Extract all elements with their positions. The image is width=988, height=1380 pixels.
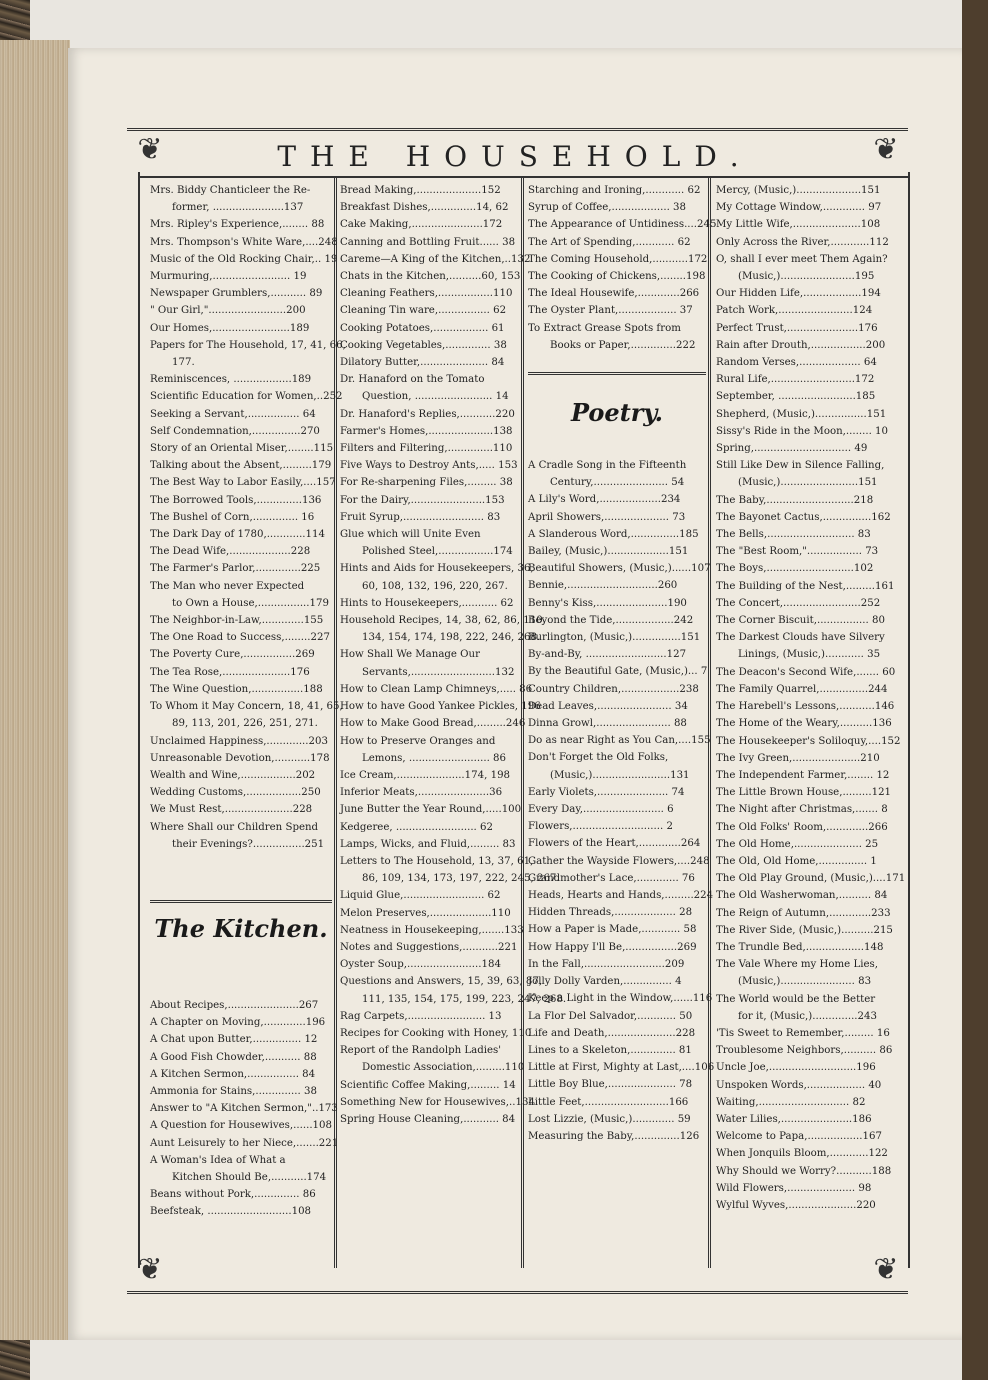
index-entry: The Trundle Bed,..................148 — [716, 941, 884, 953]
column-divider — [708, 178, 711, 1268]
index-entry: The Housekeeper's Soliloquy,....152 — [716, 735, 901, 747]
index-entry: Where Shall our Children Spend — [150, 821, 319, 833]
poetry-entries — [528, 457, 715, 1145]
index-entry: Bailey, (Music,)...................151 — [528, 546, 689, 558]
index-entry: Cake Making,......................172 — [340, 219, 503, 231]
index-entry: Letters to The Household, 13, 37, 61, — [340, 855, 534, 867]
index-column-household — [150, 182, 346, 853]
index-entry: Do as near Right as You Can,....155 — [528, 735, 711, 747]
index-entry: Waiting,............................ 82 — [716, 1096, 866, 1108]
index-entry: A Lily's Word,...................234 — [528, 494, 681, 506]
index-entry: Unclaimed Happiness,.............203 — [150, 735, 328, 747]
index-entry: The Old Washerwoman,.......... 84 — [716, 890, 888, 902]
index-entry: The Harebell's Lessons,...........146 — [716, 701, 895, 713]
index-entry: Seeking a Servant,................ 64 — [150, 408, 316, 420]
index-entry: The Baby,...........................218 — [716, 494, 874, 506]
index-entry: 60, 108, 132, 196, 220, 267. — [362, 580, 508, 592]
index-entry: Measuring the Baby,..............126 — [528, 1130, 700, 1142]
index-entry: The "Best Room,"................. 73 — [716, 546, 879, 558]
index-entry: Question, ........................ 14 — [362, 391, 509, 403]
index-entry: former, ......................137 — [172, 202, 304, 214]
index-entry: Cleaning Tin ware,................ 62 — [340, 305, 507, 317]
index-entry: Beans without Pork,.............. 86 — [150, 1189, 316, 1201]
index-entry: Reminiscences, ..................189 — [150, 374, 312, 386]
index-entry: (Music,)....................... 83 — [738, 976, 872, 988]
index-entry: Inferior Meats,......................36 — [340, 787, 503, 799]
index-entry: The Family Quarrel,...............244 — [716, 683, 888, 695]
index-entry: The Night after Christmas,....... 8 — [716, 804, 888, 816]
index-entry: To Whom it May Concern, 18, 41, 65, — [150, 701, 343, 713]
index-entry: Cleaning Feathers,.................110 — [340, 288, 513, 300]
index-entry: How to Make Good Bread,.........246 — [340, 718, 526, 730]
index-entry: By the Beautiful Gate, (Music,)... 7 — [528, 666, 708, 678]
index-entry: Neatness in Housekeeping,.......133 — [340, 924, 524, 936]
index-entry: The Dark Day of 1780,............114 — [150, 529, 325, 541]
index-entry: The Poverty Cure,................269 — [150, 649, 315, 661]
index-entry: The Dead Wife,...................228 — [150, 546, 311, 558]
index-entry: Bennie,............................260 — [528, 580, 678, 592]
index-entry: September, ........................185 — [716, 391, 876, 403]
index-entry: Every Day,......................... 6 — [528, 804, 674, 816]
index-entry: Syrup of Coffee,.................. 38 — [528, 202, 687, 214]
index-entry: La Flor Del Salvador,............ 50 — [528, 1010, 693, 1022]
index-entry: Kitchen Should Be,...........174 — [172, 1172, 327, 1184]
index-entry: Country Children,..................238 — [528, 683, 699, 695]
index-entry: Dr. Hanaford's Replies,...........220 — [340, 408, 515, 420]
index-entry: their Evenings?................251 — [172, 838, 325, 850]
index-entry: Perfect Trust,......................176 — [716, 322, 878, 334]
index-entry: The Darkest Clouds have Silvery — [716, 632, 885, 644]
index-column-household-continued — [528, 182, 717, 354]
index-entry: Gather the Wayside Flowers,....248 — [528, 855, 710, 867]
index-entry: Talking about the Absent,.........179 — [150, 460, 332, 472]
index-column-poetry — [528, 366, 715, 1145]
index-entry: Unspoken Words,.................. 40 — [716, 1079, 882, 1091]
index-entry: Patch Work,.......................124 — [716, 305, 873, 317]
index-entry: Rag Carpets,........................ 13 — [340, 1010, 502, 1022]
index-entry: Dinna Growl,....................... 88 — [528, 718, 687, 730]
index-entry: Troublesome Neighbors,.......... 86 — [716, 1045, 893, 1057]
index-entry: My Cottage Window,............. 97 — [716, 202, 882, 214]
index-entry: The Boys,...........................102 — [716, 563, 874, 575]
index-entry: Still Like Dew in Silence Falling, — [716, 460, 885, 472]
index-entry: Don't Forget the Old Folks, — [528, 752, 669, 764]
index-column-kitchen — [150, 894, 339, 1221]
index-entry: Newspaper Grumblers,........... 89 — [150, 288, 323, 300]
section-divider — [528, 372, 706, 375]
index-entry: Little Feet,..........................166 — [528, 1096, 689, 1108]
index-entry: Books or Paper,..............222 — [550, 339, 696, 351]
index-entry: The Deacon's Second Wife,....... 60 — [716, 666, 896, 678]
index-entry: Dilatory Butter,..................... 84 — [340, 357, 505, 369]
index-entry: The Old Folks' Room,.............266 — [716, 821, 888, 833]
index-entry: The Building of the Nest,.........161 — [716, 580, 895, 592]
index-entry: Lost Lizzie, (Music,)............. 59 — [528, 1113, 691, 1125]
index-entry: Questions and Answers, 15, 39, 63, 87, — [340, 976, 543, 988]
index-entry: The Bayonet Cactus,...............162 — [716, 511, 891, 523]
index-entry: 89, 113, 201, 226, 251, 271. — [172, 718, 318, 730]
index-entry: Chats in the Kitchen,..........60, 153 — [340, 271, 521, 283]
section-divider — [150, 900, 332, 903]
index-entry: Five Ways to Destroy Ants,..... 153 — [340, 460, 518, 472]
index-entry: How to Preserve Oranges and — [340, 735, 496, 747]
index-entry: Scientific Coffee Making,......... 14 — [340, 1079, 516, 1091]
index-entry: Flowers of the Heart,.............264 — [528, 838, 701, 850]
index-entry: Early Violets,...................... 74 — [528, 786, 685, 798]
index-entry: The Oyster Plant,.................. 37 — [528, 305, 693, 317]
index-entry: Scientific Education for Women,..252 — [150, 391, 343, 403]
index-entry: Lemons, ......................... 86 — [362, 752, 507, 764]
index-entry: Liquid Glue,......................... 62 — [340, 890, 501, 902]
index-entry: Rural Life,..........................172 — [716, 374, 875, 386]
index-entry: How Shall We Manage Our — [340, 649, 480, 661]
index-entry: Mrs. Ripley's Experience,........ 88 — [150, 219, 325, 231]
index-entry: Dr. Hanaford on the Tomato — [340, 374, 485, 386]
index-entry: The Man who never Expected — [150, 580, 305, 592]
index-entry: How to have Good Yankee Pickles, 196 — [340, 701, 541, 713]
index-entry: Starching and Ironing,............ 62 — [528, 185, 701, 196]
index-entry: The Ideal Housewife,.............266 — [528, 288, 700, 300]
index-entry: The Bushel of Corn,.............. 16 — [150, 511, 315, 523]
index-entry: Breakfast Dishes,..............14, 62 — [340, 202, 509, 214]
index-entry: Hints to Housekeepers,........... 62 — [340, 597, 514, 609]
index-entry: Melon Preserves,...................110 — [340, 907, 511, 919]
index-entry: O, shall I ever meet Them Again? — [716, 253, 888, 265]
index-entry: The Wine Question,................188 — [150, 683, 323, 695]
index-entry: Ice Cream,.....................174, 198 — [340, 769, 511, 781]
index-entry: The Ivy Green,.....................210 — [716, 752, 880, 764]
index-entry: Papers for The Household, 17, 41, 66, — [150, 339, 346, 351]
index-entry: Mrs. Thompson's White Ware,....248 — [150, 236, 338, 248]
index-entry: Canning and Bottling Fruit...... 38 — [340, 236, 516, 248]
index-entry: Hints and Aids for Housekeepers, 36, — [340, 563, 534, 575]
index-entry: Wylful Wyves,.....................220 — [716, 1199, 876, 1211]
index-entry: Answer to "A Kitchen Sermon,"..173 — [150, 1103, 338, 1115]
index-entry: 177. — [172, 357, 195, 369]
index-entry: About Recipes,......................267 — [150, 1000, 319, 1011]
index-entry: A Cradle Song in the Fifteenth — [528, 460, 687, 471]
index-entry: Servants,..........................132 — [362, 666, 515, 678]
index-entry: Mrs. Biddy Chanticleer the Re- — [150, 185, 311, 196]
index-entry: The Corner Biscuit,................ 80 — [716, 615, 885, 627]
index-entry: A Good Fish Chowder,........... 88 — [150, 1051, 317, 1063]
index-entry: The Home of the Weary,..........136 — [716, 718, 892, 730]
index-entry: Filters and Filtering,..............110 — [340, 443, 513, 455]
index-entry: Wealth and Wine,.................202 — [150, 769, 316, 781]
index-entry: The Old, Old Home,............... 1 — [716, 855, 877, 867]
index-entry: Spring,.............................. 49 — [716, 443, 868, 455]
index-entry: Random Verses,................... 64 — [716, 357, 877, 369]
index-entry: Recipes for Cooking with Honey, 110 — [340, 1027, 532, 1039]
index-entry: Keep a Light in the Window,......116 — [528, 993, 713, 1005]
index-entry: April Showers,.................... 73 — [528, 511, 686, 523]
index-entry: How to Clean Lamp Chimneys,..... 86 — [340, 683, 533, 695]
corner-ornament-icon: ❦ — [873, 132, 899, 167]
index-entry: Story of an Oriental Miser,........115 — [150, 443, 334, 455]
index-entry: The One Road to Success,........227 — [150, 632, 330, 644]
index-entry: Murmuring,........................ 19 — [150, 271, 307, 283]
index-entry: To Extract Grease Spots from — [528, 322, 681, 334]
index-entry: Fruit Syrup,......................... 83 — [340, 511, 501, 523]
index-entry: (Music,)........................131 — [550, 769, 690, 781]
index-entry: Linings, (Music,)............ 35 — [738, 649, 881, 661]
index-entry: Beyond the Tide,..................242 — [528, 614, 694, 626]
index-entry: A Kitchen Sermon,................ 84 — [150, 1068, 316, 1080]
index-entry: Aunt Leisurely to her Niece,.......221 — [150, 1137, 339, 1149]
index-entry: The Independent Farmer,........ 12 — [716, 769, 890, 781]
index-entry: The Concert,........................252 — [716, 597, 881, 609]
section-heading-kitchen: The Kitchen. — [154, 914, 328, 943]
index-entry: Only Across the River,............112 — [716, 236, 889, 248]
index-entry: Heads, Hearts and Hands,.........224 — [528, 890, 714, 902]
index-entry: My Little Wife,.....................108 — [716, 219, 881, 231]
index-entry: Polished Steel,.................174 — [362, 546, 513, 558]
index-entry: Something New for Housewives,..134 — [340, 1096, 535, 1108]
index-entry: Cooking Vegetables,.............. 38 — [340, 339, 507, 351]
index-entry: Lamps, Wicks, and Fluid,......... 83 — [340, 838, 516, 850]
corner-ornament-icon: ❦ — [137, 132, 163, 167]
index-entry: Little at First, Mighty at Last,....106 — [528, 1062, 715, 1074]
index-entry: Music of the Old Rocking Chair,.. 19 — [150, 253, 338, 265]
index-entry: Bread Making,....................152 — [340, 185, 501, 196]
index-entry: Dead Leaves,....................... 34 — [528, 700, 688, 712]
index-entry: Lines to a Skeleton,.............. 81 — [528, 1044, 692, 1056]
book-spine-right — [962, 0, 988, 1380]
index-entry: Kedgeree, ......................... 62 — [340, 821, 494, 833]
section-heading-poetry: Poetry. — [571, 398, 663, 427]
index-entry: Why Should we Worry?...........188 — [716, 1165, 892, 1177]
index-entry: A Chat upon Butter,............... 12 — [150, 1034, 318, 1046]
index-entry: " Our Girl,"........................200 — [150, 305, 306, 317]
kitchen-entries — [150, 997, 339, 1221]
index-entry: The River Side, (Music,)..........215 — [716, 924, 893, 936]
index-entry: How Happy I'll Be,................269 — [528, 941, 697, 953]
index-entry: Little Boy Blue,..................... 78 — [528, 1079, 693, 1091]
index-entry: Household Recipes, 14, 38, 62, 86, 110, — [340, 615, 546, 627]
index-entry: 'Tis Sweet to Remember,......... 16 — [716, 1027, 890, 1039]
index-entry: Grandmother's Lace,............. 76 — [528, 872, 695, 884]
index-entry: The World would be the Better — [716, 993, 876, 1005]
index-entry: (Music,)........................151 — [738, 477, 878, 489]
index-entry: The Vale Where my Home Lies, — [716, 959, 878, 971]
index-entry: Spring House Cleaning,........... 84 — [340, 1113, 516, 1125]
index-entry: Report of the Randolph Ladies' — [340, 1045, 502, 1057]
index-entry: For the Dairy,.......................153 — [340, 494, 505, 506]
index-entry: Beautiful Showers, (Music,)......107 — [528, 563, 711, 575]
index-entry: Careme—A King of the Kitchen,..132 — [340, 253, 531, 265]
index-entry: The Cooking of Chickens,........198 — [528, 271, 706, 283]
index-column-kitchen-continued — [340, 182, 567, 1128]
index-entry: Domestic Association,.........110 — [362, 1062, 525, 1074]
index-entry: Welcome to Papa,.................167 — [716, 1131, 882, 1143]
index-entry: A Question for Housewives,......108 — [150, 1120, 333, 1132]
index-entry: A Woman's Idea of What a — [150, 1154, 286, 1166]
index-entry: Rain after Drouth,.................200 — [716, 339, 886, 351]
index-entry: The Best Way to Labor Easily,....157 — [150, 477, 336, 489]
index-entry: 134, 154, 174, 198, 222, 246, 268. — [362, 632, 541, 644]
index-entry: The Reign of Autumn,.............233 — [716, 907, 891, 919]
index-entry: Hidden Threads,................... 28 — [528, 907, 693, 919]
index-entry: Farmer's Homes,....................138 — [340, 425, 513, 437]
index-entry: The Art of Spending,............ 62 — [528, 236, 691, 248]
index-entry: Burlington, (Music,)...............151 — [528, 632, 701, 644]
index-entry: Sissy's Ride in the Moon,........ 10 — [716, 425, 889, 437]
index-entry: How a Paper is Made,............ 58 — [528, 924, 697, 936]
index-entry: The Old Play Ground, (Music,)....171 — [716, 873, 906, 885]
index-entry: (Music,).......................195 — [738, 271, 875, 283]
index-entry: Oyster Soup,.......................184 — [340, 959, 501, 971]
index-entry: Beefsteak, ..........................108 — [150, 1206, 312, 1218]
index-entry: Water Lilies,......................186 — [716, 1113, 872, 1125]
index-entry: Notes and Suggestions,...........221 — [340, 941, 518, 953]
index-entry: Mercy, (Music,)....................151 — [716, 185, 881, 196]
index-entry: The Borrowed Tools,..............136 — [150, 494, 322, 506]
index-entry: Jolly Dolly Varden,............... 4 — [528, 976, 682, 988]
index-entry: Our Homes,........................189 — [150, 322, 310, 334]
index-entry: Wedding Customs,.................250 — [150, 787, 321, 799]
corner-ornament-icon: ❦ — [137, 1252, 163, 1287]
index-entry: Uncle Joe,...........................196 — [716, 1062, 876, 1074]
index-entry: When Jonquils Bloom,............122 — [716, 1148, 888, 1160]
index-entry: A Chapter on Moving,.............196 — [150, 1017, 326, 1029]
index-entry: The Tea Rose,.....................176 — [150, 666, 310, 678]
index-entry: 86, 109, 134, 173, 197, 222, 245, 267. — [362, 873, 560, 885]
index-entry: Flowers,............................ 2 — [528, 821, 673, 833]
index-entry: The Little Brown House,.........121 — [716, 787, 892, 799]
index-entry: to Own a House,................179 — [172, 597, 329, 609]
index-entry: Unreasonable Devotion,...........178 — [150, 752, 330, 764]
index-entry: Shepherd, (Music,)................151 — [716, 408, 887, 420]
index-entry: Self Condemnation,...............270 — [150, 425, 320, 437]
index-entry: We Must Rest,.....................228 — [150, 804, 313, 816]
index-entry: Ammonia for Stains,.............. 38 — [150, 1086, 317, 1098]
index-entry: Our Hidden Life,..................194 — [716, 288, 881, 300]
index-entry: The Coming Household,...........172 — [528, 253, 708, 265]
index-entry: The Neighbor-in-Law,.............155 — [150, 615, 324, 627]
index-column-poetry-continued — [716, 182, 906, 1214]
index-entry: June Butter the Year Round,.....100 — [340, 804, 522, 816]
index-entry: The Old Home,..................... 25 — [716, 838, 879, 850]
index-entry: Life and Death,.....................228 — [528, 1027, 696, 1039]
index-entry: Glue which will Unite Even — [340, 529, 481, 541]
index-entry: The Farmer's Parlor,..............225 — [150, 563, 321, 575]
index-entry: Benny's Kiss,......................190 — [528, 597, 687, 609]
index-entry: By-and-By, .........................127 — [528, 649, 687, 661]
page-stack-edge — [0, 40, 70, 1340]
corner-ornament-icon: ❦ — [873, 1252, 899, 1287]
index-entry: 111, 135, 154, 175, 199, 223, 247, 268. — [362, 993, 567, 1005]
index-entry: In the Fall,.........................209 — [528, 958, 685, 970]
index-entry: for it, (Music,)..............243 — [738, 1010, 877, 1022]
index-entry: Wild Flowers,..................... 98 — [716, 1182, 872, 1194]
index-entry: The Bells,........................... 83 — [716, 529, 871, 541]
index-entry: A Slanderous Word,...............185 — [528, 528, 699, 540]
index-entry: For Re-sharpening Files,......... 38 — [340, 477, 513, 489]
page-title: THE HOUSEHOLD. — [277, 140, 753, 173]
index-entry: Century,....................... 54 — [550, 477, 685, 489]
index-entry: Cooking Potatoes,................. 61 — [340, 322, 505, 334]
index-entry: The Appearance of Untidiness....245 — [528, 219, 717, 231]
